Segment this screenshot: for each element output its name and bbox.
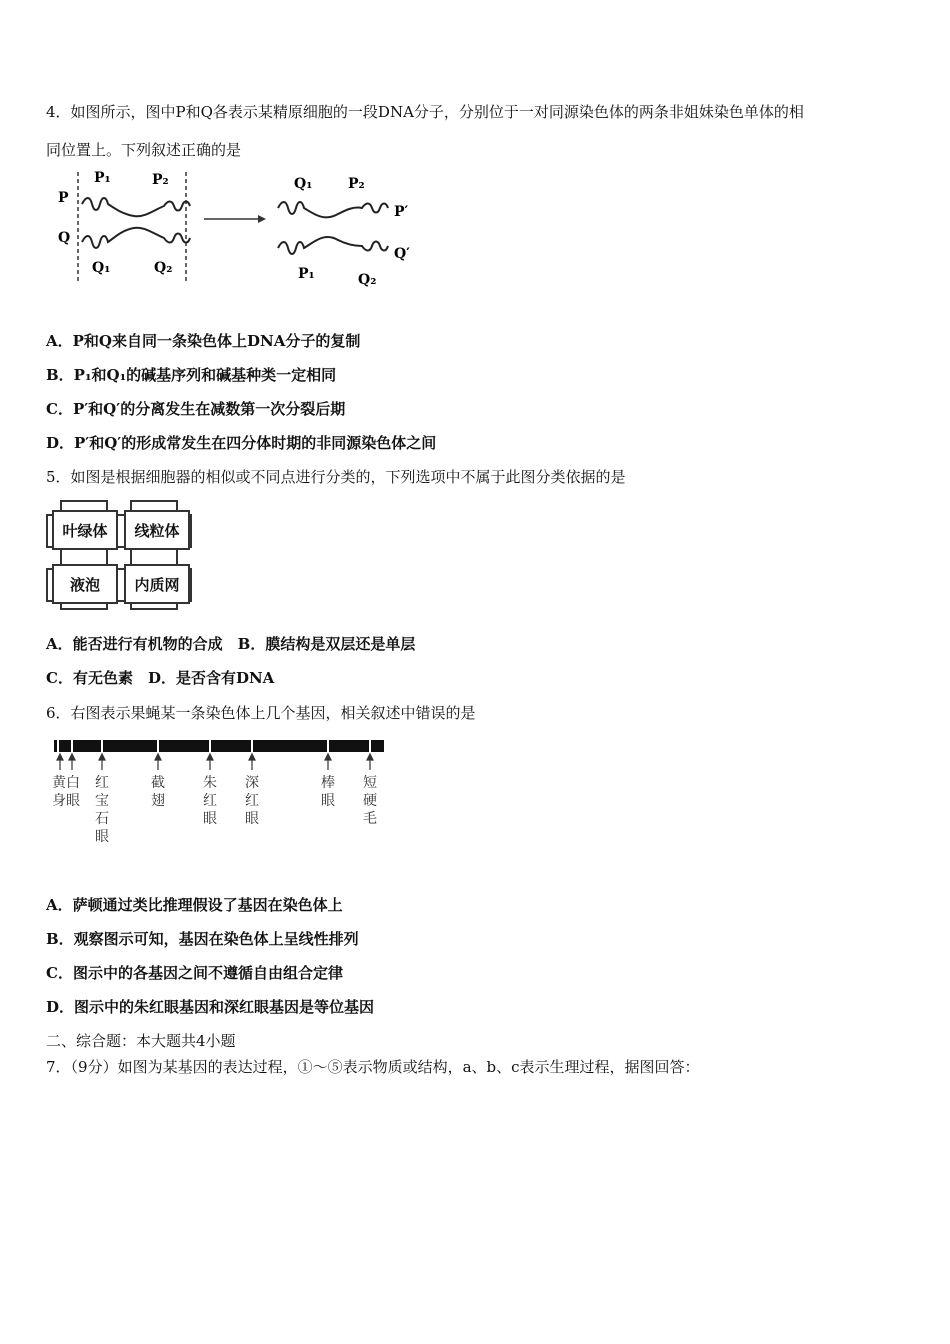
chromosome-bar — [54, 738, 388, 778]
q6-option-d: D．图示中的朱红眼基因和深红眼基因是等位基因 — [46, 998, 375, 1016]
q4-stem-line2: 同位置上。下列叙述正确的是 — [46, 141, 242, 159]
label-Q1: Q₁ — [92, 260, 111, 276]
label-P2-right: P₂ — [348, 176, 365, 192]
cell-mitochondria: 线粒体 — [124, 510, 190, 550]
q4-dna-crossover-figure — [46, 164, 426, 292]
label-P1: P₁ — [94, 170, 111, 186]
gene-ruby-eye: 红宝石眼 — [95, 775, 109, 845]
cell-chloroplast: 叶绿体 — [52, 510, 118, 550]
q5-options-line1: A．能否进行有机物的合成 B．膜结构是双层还是单层 — [46, 635, 416, 653]
gene-yellow-white: 黄白身眼 — [52, 775, 80, 809]
q5-options-line2: C．有无色素 D．是否含有DNA — [46, 669, 275, 687]
cell-vacuole: 液泡 — [52, 564, 118, 604]
q4-option-d: D．P′和Q′的形成常发生在四分体时期的非同源染色体之间 — [46, 434, 437, 452]
q5-stem: 5．如图是根据细胞器的相似或不同点进行分类的，下列选项中不属于此图分类依据的是 — [46, 468, 626, 486]
q6-chromosome-figure — [54, 738, 388, 858]
q6-option-b: B．观察图示可知，基因在染色体上呈线性排列 — [46, 930, 359, 948]
gene-cut-wing: 截翅 — [151, 775, 165, 809]
gene-short-bristle: 短硬毛 — [363, 775, 377, 827]
q6-option-c: C．图示中的各基因之间不遵循自由组合定律 — [46, 964, 343, 982]
label-Q2-right: Q₂ — [358, 272, 377, 288]
q4-stem-line1: 4．如图所示，图中P和Q各表示某精原细胞的一段DNA分子，分别位于一对同源染色体的两条非姐妹染色单体的相 — [46, 103, 804, 121]
q7-stem: 7．（9分）如图为某基因的表达过程，①～⑤表示物质或结构，a、b、c表示生理过程，据图回答： — [46, 1058, 700, 1076]
label-P: P — [58, 190, 69, 206]
section2-title: 二、综合题：本大题共4小题 — [46, 1032, 236, 1050]
label-Q1-right: Q₁ — [294, 176, 313, 192]
q4-option-c: C．P′和Q′的分离发生在减数第一次分裂后期 — [46, 400, 346, 418]
q6-stem: 6．右图表示果蝇某一条染色体上几个基因，相关叙述中错误的是 — [46, 704, 476, 722]
q5-organelle-grid — [46, 500, 194, 610]
label-P2: P₂ — [152, 172, 169, 188]
label-Qprime: Q′ — [394, 246, 410, 262]
gene-vermilion-eye: 朱红眼 — [203, 775, 217, 827]
label-Q: Q — [58, 230, 71, 246]
label-P1-right: P₁ — [298, 266, 315, 282]
label-Pprime: P′ — [394, 204, 409, 220]
cell-er: 内质网 — [124, 564, 190, 604]
label-Q2: Q₂ — [154, 260, 173, 276]
q4-option-b: B．P₁和Q₁的碱基序列和碱基种类一定相同 — [46, 366, 337, 384]
q6-option-a: A．萨顿通过类比推理假设了基因在染色体上 — [46, 896, 343, 914]
q4-option-a: A．P和Q来自同一条染色体上DNA分子的复制 — [46, 332, 361, 350]
gene-bar-eye: 棒眼 — [321, 775, 335, 809]
gene-carmine-eye: 深红眼 — [245, 775, 259, 827]
